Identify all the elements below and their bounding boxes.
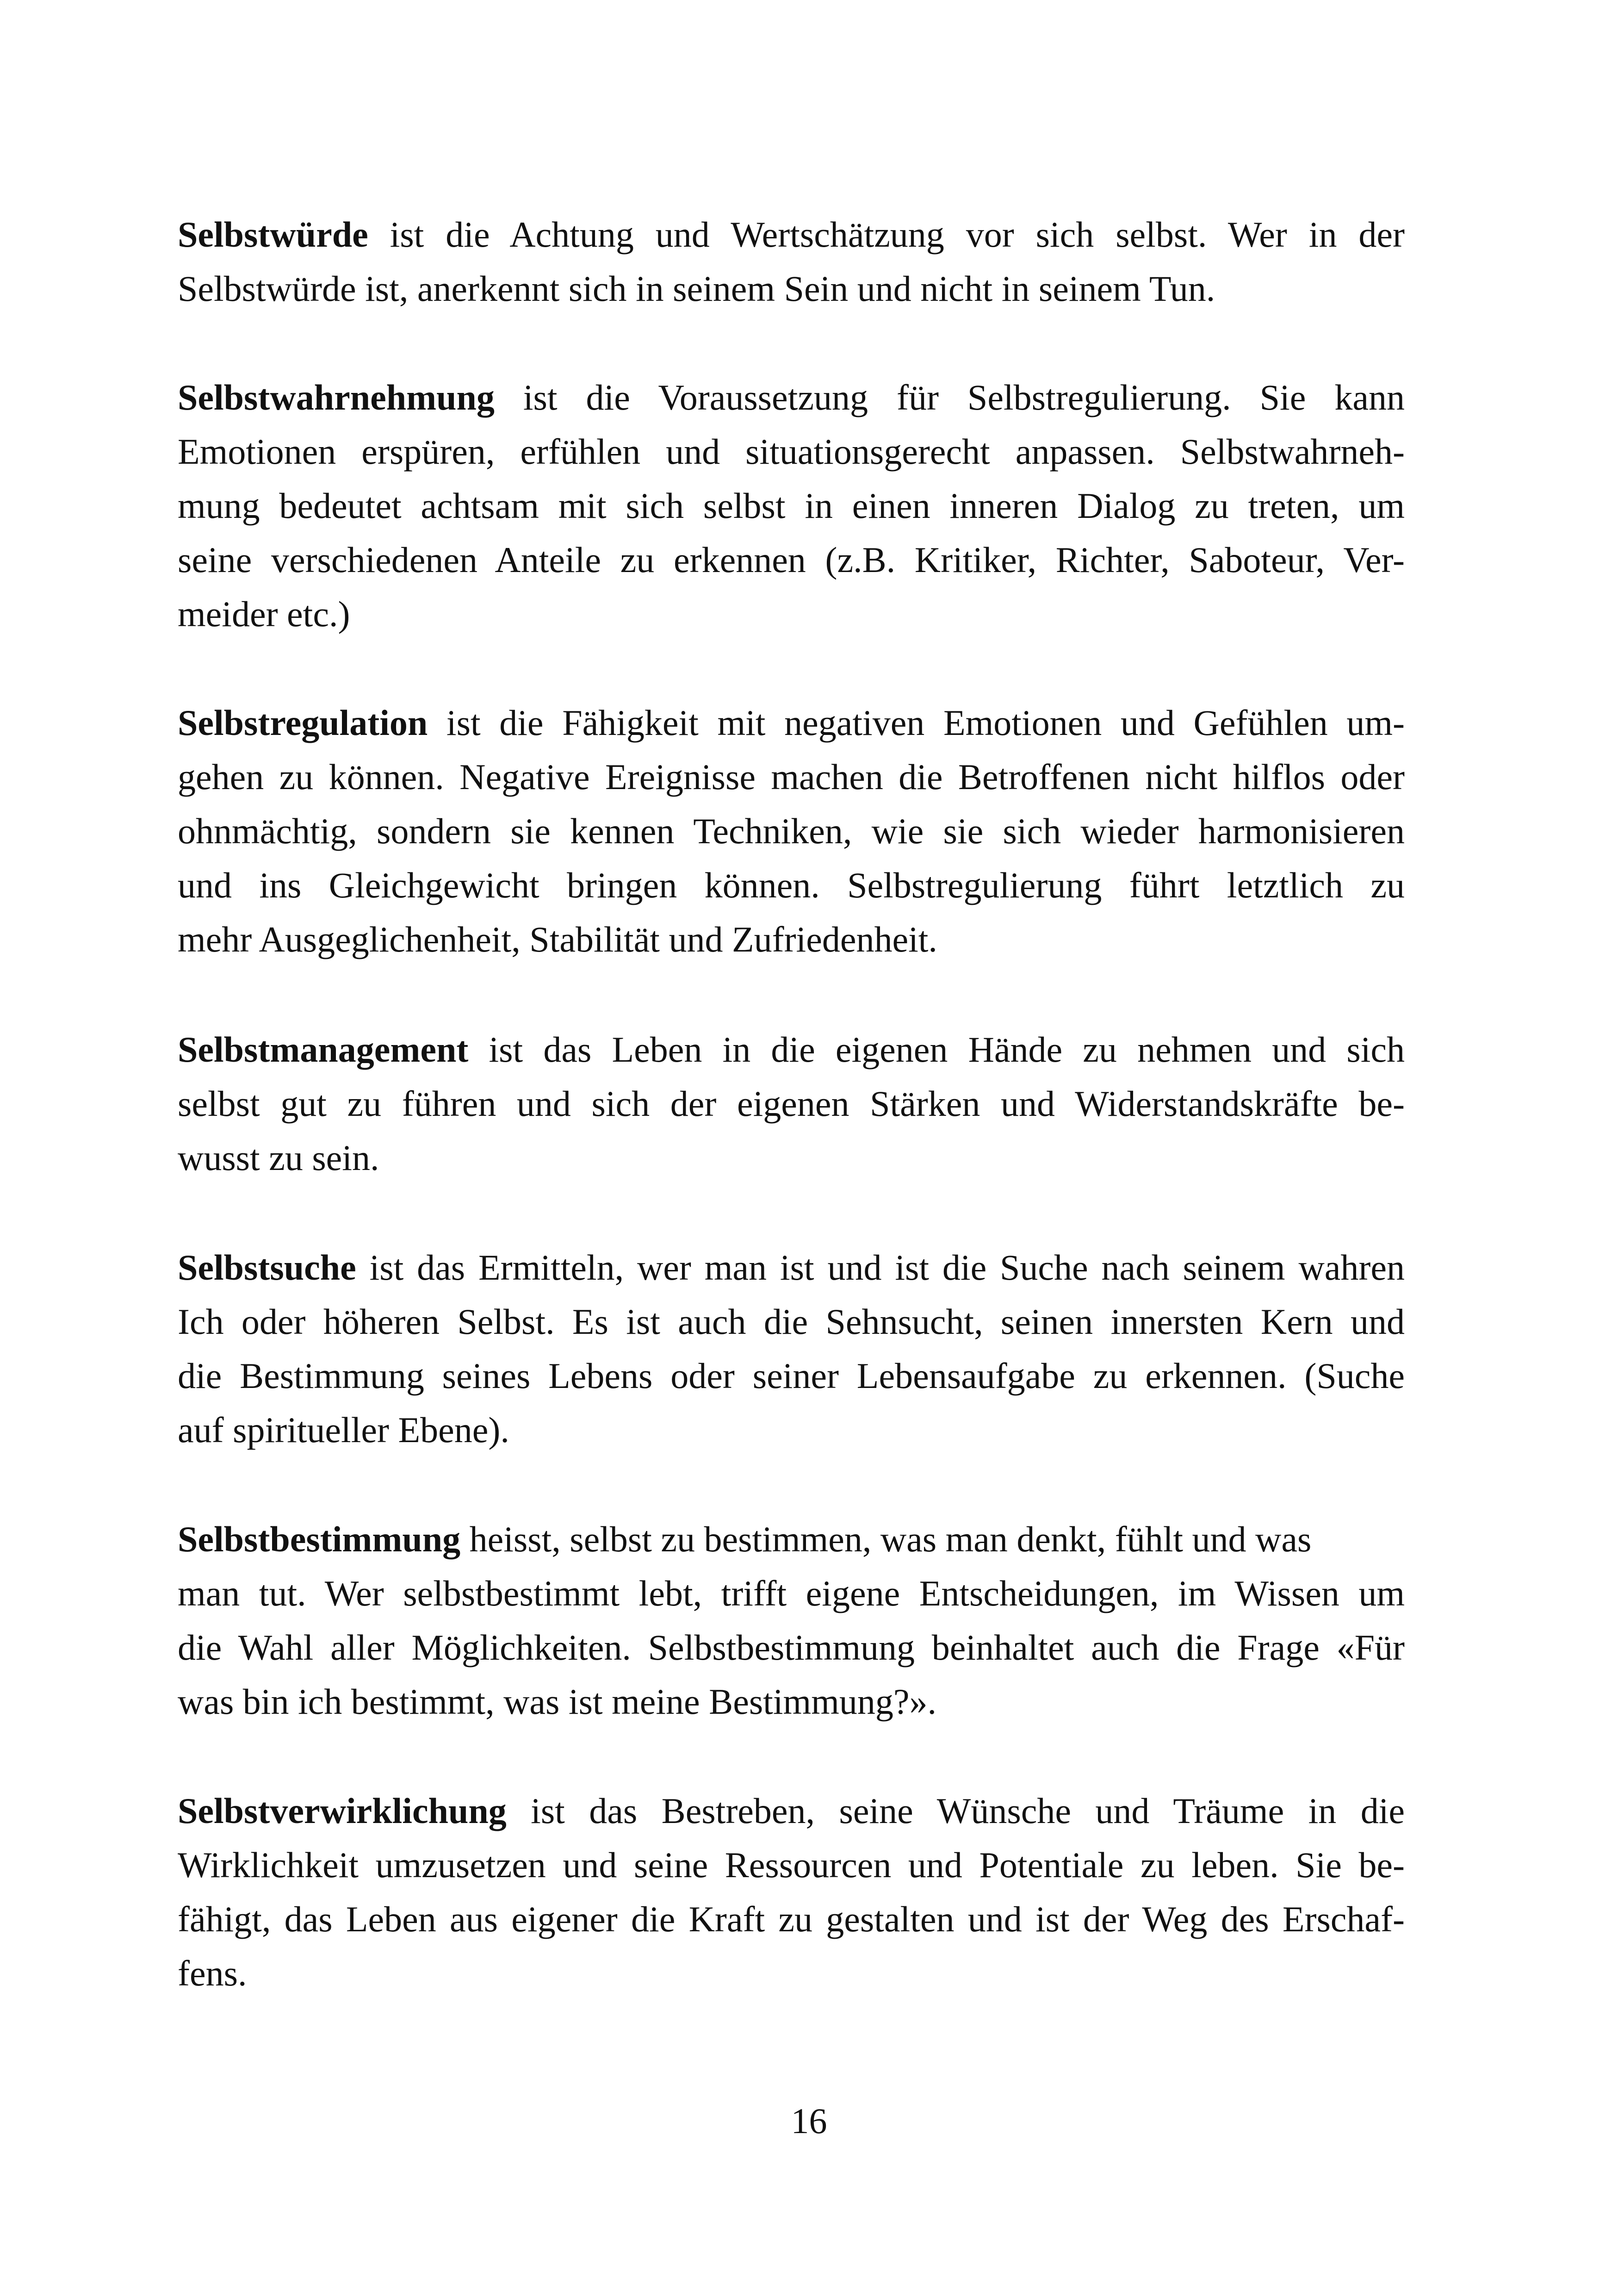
entry-line: mehr Ausgeglichenheit, Stabilität und Zufriedenheit. bbox=[178, 919, 937, 959]
entry-line: die Bestimmung seines Lebens oder seiner Lebensaufgabe zu erkennen. (Suche bbox=[178, 1356, 1405, 1396]
entry-line: und ins Gleichgewicht bringen können. Selbstregulierung führt letztlich zu bbox=[178, 865, 1405, 905]
entry-line: Wirklichkeit umzusetzen und seine Ressourcen und Potentiale zu leben. Sie be- bbox=[178, 1845, 1405, 1885]
entry-selbstwahrnehmung bbox=[178, 370, 1405, 641]
entry-term: Selbstmanagement bbox=[178, 1029, 469, 1070]
entry-term: Selbstverwirklichung bbox=[178, 1791, 507, 1831]
entry-term: Selbstwahrnehmung bbox=[178, 377, 495, 417]
entry-text: ist die Achtung und Wertschätzung vor sich selbst. Wer in der bbox=[368, 214, 1405, 255]
entry-term: Selbstsuche bbox=[178, 1247, 356, 1288]
entry-text: ist die Voraussetzung für Selbstregulierung. Sie kann bbox=[494, 377, 1405, 417]
entry-selbstbestimmung bbox=[178, 1512, 1405, 1729]
entry-line: ohnmächtig, sondern sie kennen Techniken, wie sie sich wieder harmonisieren bbox=[178, 811, 1405, 851]
entry-line: auf spiritueller Ebene). bbox=[178, 1410, 509, 1450]
entry-line bbox=[178, 1240, 1405, 1294]
entry-term: Selbstwürde bbox=[178, 214, 368, 255]
entry-selbstsuche bbox=[178, 1240, 1405, 1457]
entry-line bbox=[178, 207, 1405, 261]
entry-term: Selbstbestimmung bbox=[178, 1519, 461, 1559]
entry-line bbox=[178, 370, 1405, 424]
entry-selbstregulation bbox=[178, 696, 1405, 966]
entry-line: Ich oder höheren Selbst. Es ist auch die Sehnsucht, seinen innersten Kern und bbox=[178, 1301, 1405, 1342]
entry-line: man tut. Wer selbstbestimmt lebt, trifft eigene Entscheidungen, im Wissen um bbox=[178, 1573, 1405, 1613]
entry-line: wusst zu sein. bbox=[178, 1138, 379, 1178]
entry-line bbox=[178, 1512, 1405, 1566]
entry-term: Selbstregulation bbox=[178, 703, 428, 743]
entry-line: was bin ich bestimmt, was ist meine Bestimmung?». bbox=[178, 1681, 936, 1722]
entry-selbstverwirklichung bbox=[178, 1784, 1405, 2000]
entry-text: ist das Bestreben, seine Wünsche und Träume in die bbox=[506, 1791, 1405, 1831]
entry-text: ist die Fähigkeit mit negativen Emotionen und Gefühlen um- bbox=[428, 703, 1405, 743]
entry-line: die Wahl aller Möglichkeiten. Selbstbestimmung beinhaltet auch die Frage «Für bbox=[178, 1627, 1405, 1668]
entry-line: fähigt, das Leben aus eigener die Kraft zu gestalten und ist der Weg des Erschaf- bbox=[178, 1899, 1405, 1939]
entry-line: Emotionen erspüren, erfühlen und situationsgerecht anpassen. Selbstwahrneh- bbox=[178, 431, 1405, 472]
entry-line: meider etc.) bbox=[178, 594, 350, 634]
entry-text: ist das Leben in die eigenen Hände zu nehmen und sich bbox=[468, 1029, 1405, 1070]
entry-line: seine verschiedenen Anteile zu erkennen (z.B. Kritiker, Richter, Saboteur, Ver- bbox=[178, 540, 1405, 580]
entry-selbstmanagement bbox=[178, 1022, 1405, 1185]
page-number: 16 bbox=[791, 2101, 827, 2141]
entry-text: ist das Ermitteln, wer man ist und ist die Suche nach seinem wahren bbox=[356, 1247, 1405, 1288]
entry-line: selbst gut zu führen und sich der eigenen Stärken und Widerstandskräfte be- bbox=[178, 1083, 1405, 1124]
entry-line: gehen zu können. Negative Ereignisse machen die Betroffenen nicht hilflos oder bbox=[178, 757, 1405, 797]
entry-line: mung bedeutet achtsam mit sich selbst in einen inneren Dialog zu treten, um bbox=[178, 485, 1405, 526]
entry-line bbox=[178, 696, 1405, 750]
entry-line bbox=[178, 1784, 1405, 1838]
entry-text: heisst, selbst zu bestimmen, was man denkt, fühlt und was bbox=[460, 1519, 1312, 1559]
entry-line bbox=[178, 1022, 1405, 1076]
entry-selbstwuerde bbox=[178, 207, 1405, 316]
entry-line: fens. bbox=[178, 1953, 247, 1993]
entry-line: Selbstwürde ist, anerkennt sich in seinem Sein und nicht in seinem Tun. bbox=[178, 268, 1215, 309]
